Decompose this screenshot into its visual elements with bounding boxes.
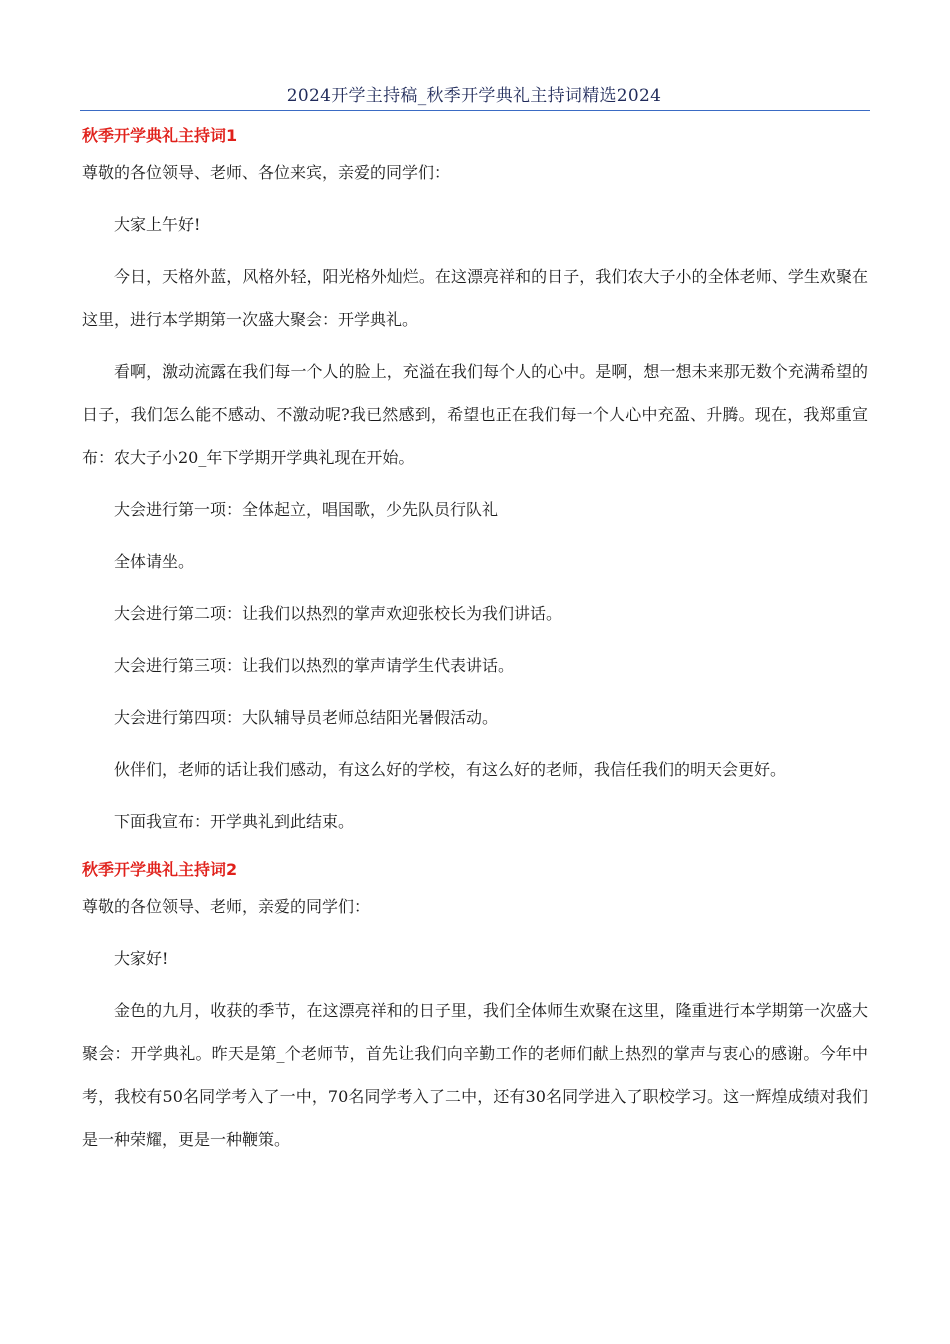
- paragraph: 大会进行第三项：让我们以热烈的掌声请学生代表讲话。: [114, 656, 515, 675]
- salutation: 尊敬的各位领导、老师、各位来宾，亲爱的同学们：: [82, 163, 451, 182]
- paragraph: 大家上午好!: [114, 215, 201, 234]
- paragraph: 大会进行第一项：全体起立，唱国歌，少先队员行队礼: [114, 500, 499, 519]
- section-1: [82, 124, 868, 843]
- paragraph: 下面我宣布：开学典礼到此结束。: [114, 812, 355, 831]
- paragraph: 大会进行第二项：让我们以热烈的掌声欢迎张校长为我们讲话。: [114, 604, 563, 623]
- section-heading: 秋季开学典礼主持词1: [82, 126, 238, 145]
- document-title: 2024开学主持稿_秋季开学典礼主持词精选2024: [286, 86, 662, 106]
- title-divider: [80, 110, 870, 111]
- paragraph: 大会进行第四项：大队辅导员老师总结阳光暑假活动。: [114, 708, 499, 727]
- section-heading: 秋季开学典礼主持词2: [82, 860, 238, 879]
- document-body: [82, 124, 868, 1161]
- paragraph: 看啊，激动流露在我们每一个人的脸上，充溢在我们每个人的心中。是啊，想一想未来那无数个充满希望的日子，我们怎么能不感动、不激动呢?我已然感到，希望也正在我们每一个人心中充盈、升腾。现在，我郑重宣布：农大子小20_年下学期开学典礼现在开始。: [82, 362, 868, 467]
- paragraph: 大家好!: [114, 949, 169, 968]
- salutation: 尊敬的各位领导、老师，亲爱的同学们：: [82, 897, 371, 916]
- paragraph: 全体请坐。: [114, 552, 195, 571]
- paragraph: 金色的九月，收获的季节，在这漂亮祥和的日子里，我们全体师生欢聚在这里，隆重进行本学期第一次盛大聚会：开学典礼。昨天是第_个老师节，首先让我们向辛勤工作的老师们献上热烈的掌声与衷心的感谢。今年中考，我校有50名同学考入了一中，70名同学考入了二中，还有30名同学进入了职校学习。这一辉煌成绩对我们是一种荣耀，更是一种鞭策。: [82, 1001, 868, 1149]
- paragraph: 伙伴们，老师的话让我们感动，有这么好的学校，有这么好的老师，我信任我们的明天会更好。: [114, 760, 787, 779]
- paragraph: 今日，天格外蓝，风格外轻，阳光格外灿烂。在这漂亮祥和的日子，我们农大子小的全体老师、学生欢聚在这里，进行本学期第一次盛大聚会：开学典礼。: [82, 267, 868, 329]
- section-2: [82, 858, 868, 1161]
